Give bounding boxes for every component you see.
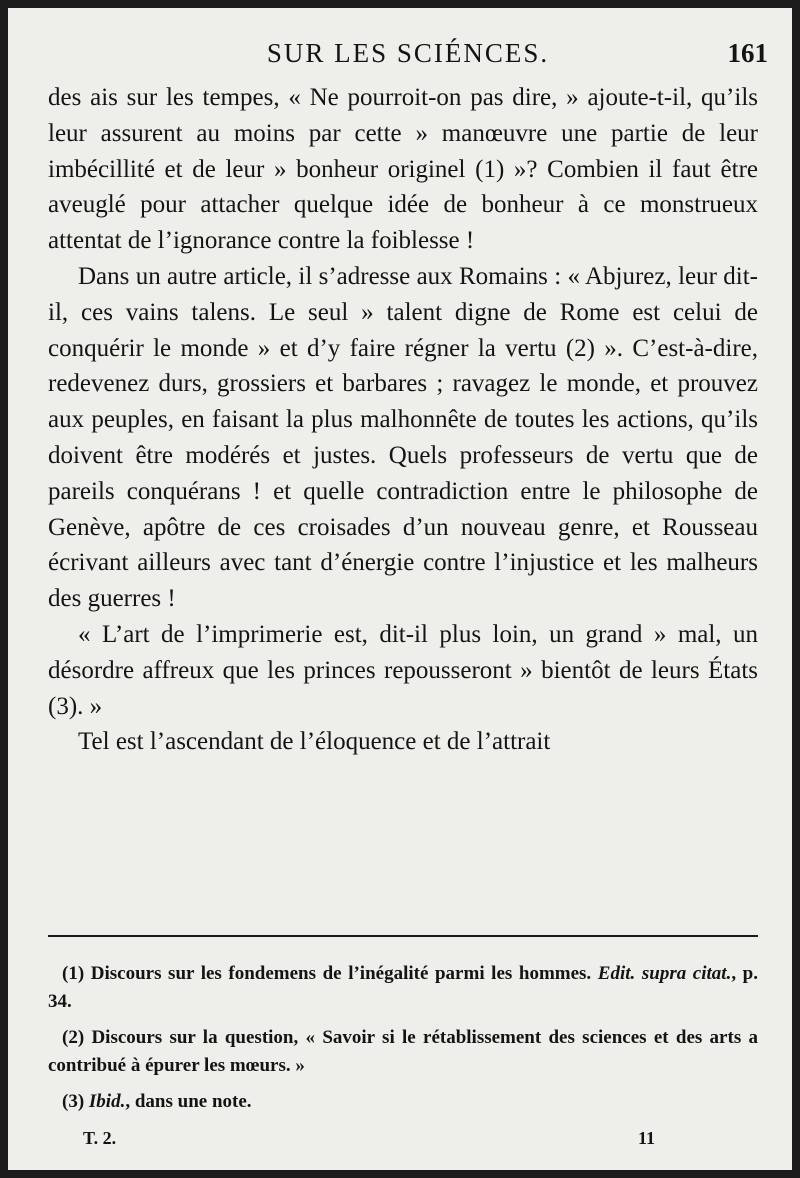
volume-mark: T. 2. xyxy=(83,1128,117,1148)
footnote-2-text: (2) Discours sur la question, « Savoir si le rétablissement des sciences et des arts a contribué à épurer les mœurs. » xyxy=(48,1027,758,1076)
footnote-2 xyxy=(48,1024,758,1080)
footnote-rule xyxy=(48,935,758,937)
book-page xyxy=(8,8,792,1170)
page-number: 161 xyxy=(727,38,768,68)
footnote-3 xyxy=(48,1088,758,1116)
body-text xyxy=(48,80,758,760)
page-header xyxy=(48,38,768,78)
paragraph-4: Tel est l’ascendant de l’éloquence et de l’attrait xyxy=(78,728,551,756)
footnote-1-text: (1) Discours sur les fondemens de l’inégalité parmi les hommes. xyxy=(62,963,592,984)
running-title: SUR LES SCIÉNCES. xyxy=(266,38,550,68)
paragraph-1: des ais sur les tempes, « Ne pourroit-on pas dire, » ajoute-t-il, qu’ils leur assurent au moins par cette » manœuvre une partie de leur imbécillité et de leur » bonheur originel (1) »? Combien il faut être aveuglé pour attacher quelque idée de bonheur à ce monstrueux attentat de l’ignorance contre la foiblesse ! xyxy=(48,84,758,255)
footnote-3-reference: Ibid. xyxy=(88,1091,126,1112)
footnote-1-page: , p. 34. xyxy=(48,963,758,1012)
footnote-1-reference: Edit. supra citat. xyxy=(597,963,732,984)
footnote-3-number: (3) xyxy=(62,1091,89,1112)
footnote-3-text: , dans une note. xyxy=(125,1091,252,1112)
gathering-mark: 11 xyxy=(638,1128,656,1148)
footnotes xyxy=(48,960,758,1124)
paragraph-3: « L’art de l’imprimerie est, dit-il plus loin, un grand » mal, un désordre affreux que les princes repousseront » bientôt de leurs États (3). » xyxy=(48,620,758,720)
footnote-1 xyxy=(48,960,758,1016)
paragraph-2: Dans un autre article, il s’adresse aux Romains : « Abjurez, leur dit-il, ces vains talens. Le seul » talent digne de Rome est celui de conquérir le monde » et d’y faire régner la vertu (2) ». C’est-à-dire, redevenez durs, grossiers et barbares ; ravagez le monde, et prouvez aux peuples, en faisant la plus malhonnête de toutes les actions, qu’ils doivent être modérés et justes. Quels professeurs de vertu que de pareils conquérans ! et quelle contradiction entre le philosophe de Genève, apôtre de ces croisades d’un nouveau genre, et Rousseau écrivant ailleurs avec tant d’énergie contre l’injustice et les malheurs des guerres ! xyxy=(48,262,758,613)
